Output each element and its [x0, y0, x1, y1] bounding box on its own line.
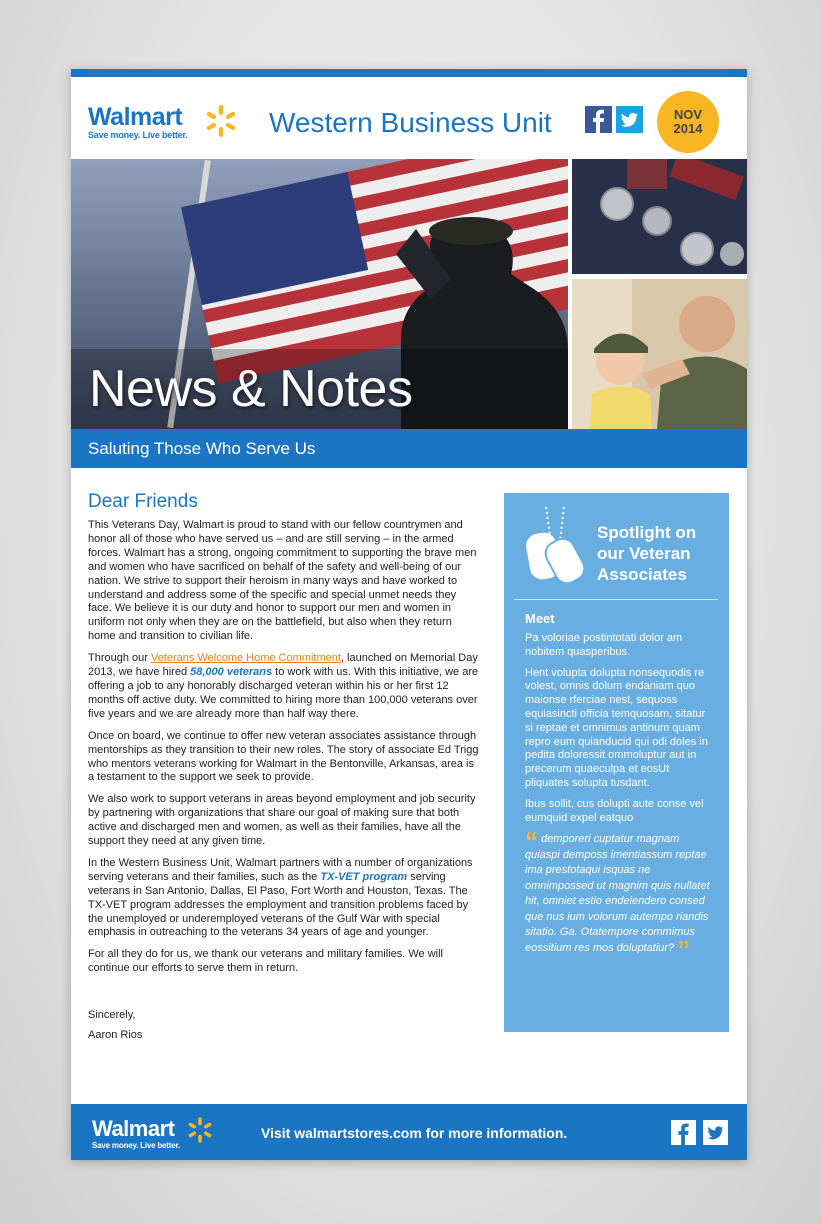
letter-body	[88, 491, 480, 1041]
emphasis-58000-veterans: 58,000 veterans	[190, 666, 273, 679]
footer-walmart-logo[interactable]	[92, 1118, 180, 1151]
header	[71, 77, 747, 159]
unit-title: Western Business Unit	[269, 107, 552, 138]
spotlight-title	[597, 522, 696, 585]
spotlight-paragraph: Pa voloriae postintotati dolor am nobitem quasperibus.	[525, 632, 683, 658]
quote-text: demporeri cuptatur magnam quiaspi demposs imentiassum reptae ima prestotaqui isquas ne omnimpossed ut magnim quis nullatet hit, omniet estio endelendero consed que nus ium volorum autempo riandis sitatio. Ga. Otatempore commimus eossitium res mos doluptatiur?	[525, 833, 710, 954]
letter-signature: Aaron Rios	[88, 1029, 143, 1042]
issue-year: 2014	[673, 121, 703, 136]
letter-paragraph: For all they do for us, we thank our veterans and military families. We will continue our efforts to serve them in return.	[88, 948, 443, 975]
text-run: , launched on Memorial Day 2013, we have hired	[88, 652, 478, 679]
twitter-icon[interactable]	[703, 1120, 728, 1145]
medals-photo	[572, 159, 747, 274]
soldier-and-child-photo	[572, 279, 747, 429]
walmart-spark-icon	[184, 1114, 216, 1146]
footer-logo-wordmark: Walmart	[92, 1116, 175, 1141]
text-run: serving veterans in San Antonio, Dallas, El Paso, Fort Worth and Houston, Texas. The TX-VET program addresses the employment and transition problems faced by the unemployed or underemployed veterans of the Gulf War with special emphasis in outreaching to the veterans 34 years of age and younger.	[88, 870, 469, 939]
open-quote-icon: “	[525, 826, 538, 857]
footer-logo-tagline: Save money. Live better.	[92, 1141, 180, 1150]
spotlight-paragraph: Hent volupta dolupta nonsequodis re volest, omnis dolum endaniam quo maionse rferciae nest, sequoss equiasincti officia temquosam, sitatur si reptae et omnimus antinum quam repro eum quianducid qui odi doles in pedita doloressit ommoluptur aut in precerum quaeculpa et eosUt pliquates solupta tusdant.	[525, 666, 708, 789]
footer-visit-link[interactable]: Visit walmartstores.com for more information.	[261, 1125, 568, 1141]
hero-title: News & Notes	[89, 360, 413, 418]
facebook-icon[interactable]	[585, 106, 612, 133]
newsletter-page	[71, 69, 747, 1160]
text-run: Through our	[88, 652, 151, 665]
hero-photo-soldier-salute	[71, 159, 568, 429]
spotlight-sidebar	[504, 493, 729, 1032]
dog-tags-icon	[524, 505, 590, 585]
spotlight-title-line: Associates	[597, 565, 687, 584]
spotlight-quote	[525, 826, 715, 965]
letter-paragraph: This Veterans Day, Walmart is proud to stand with our fellow countrymen and honor all of those who have served us – and are still serving – in the armed forces. Walmart has a strong, ongoing commitment to supporting the brave men and women who have sacrificed on behalf of the safety and well-being of our nation. We strive to support their heroism in many ways and have worked to understand and address some of the specific and special unmet needs they face. We believe it is our duty and honor to support our men and women in uniform not only when they are on the battlefield, but also when they return home and transition to civilian life.	[88, 519, 477, 643]
letter-paragraph	[88, 652, 480, 722]
subtitle-bar	[71, 429, 747, 468]
spotlight-title-line: Spotlight on	[597, 523, 697, 542]
spotlight-body	[525, 611, 715, 965]
spotlight-heading: Meet	[525, 611, 555, 626]
spotlight-title-line: our Veteran	[597, 544, 691, 563]
spotlight-paragraph: Ibus sollit, cus dolupti aute conse vel eumquid expel eatquo	[525, 797, 704, 824]
logo-wordmark: Walmart	[88, 103, 183, 131]
spotlight-divider	[514, 599, 718, 600]
footer	[71, 1104, 747, 1160]
letter-paragraph: Once on board, we continue to offer new veteran associates assistance through mentorships as they transition to their new roles. The story of associate Ed Trigg who mentors veterans working for Walmart in the Bentonville, Arkansas, area is a testament to the support we seek to provide.	[88, 729, 479, 784]
letter-paragraph	[88, 857, 480, 940]
twitter-icon[interactable]	[616, 106, 643, 133]
text-run: In the Western Business Unit, Walmart partners with a number of organizations serving veterans and their families, such as the	[88, 856, 473, 883]
walmart-logo[interactable]	[88, 105, 188, 141]
emphasis-tx-vet-program: TX-VET program	[320, 870, 408, 883]
issue-month: NOV	[673, 107, 703, 122]
facebook-icon[interactable]	[671, 1120, 696, 1145]
close-quote-icon: ”	[677, 934, 691, 965]
hero-subtitle: Saluting Those Who Serve Us	[88, 439, 316, 458]
logo-tagline: Save money. Live better.	[88, 130, 188, 140]
text-run: to work with us. With this initiative, we are offering a job to any honorably discharged veteran within his or her first 12 months off active duty. We committed to hiring more than 100,000 veterans over five years and we are already more than half way there.	[88, 666, 479, 720]
walmart-spark-icon	[201, 101, 241, 141]
letter-paragraph: We also work to support veterans in areas beyond employment and job security by partnering with organizations that share our goal of making sure that both active and discharged men and women, as well as their families, have all the support they need at any given time.	[88, 793, 476, 848]
letter-greeting: Dear Friends	[88, 491, 198, 512]
top-accent-bar	[71, 69, 747, 77]
veterans-welcome-home-link[interactable]: Veterans Welcome Home Commitment	[150, 652, 341, 665]
letter-signoff: Sincerely,	[88, 1009, 136, 1022]
issue-date-badge	[657, 91, 719, 153]
